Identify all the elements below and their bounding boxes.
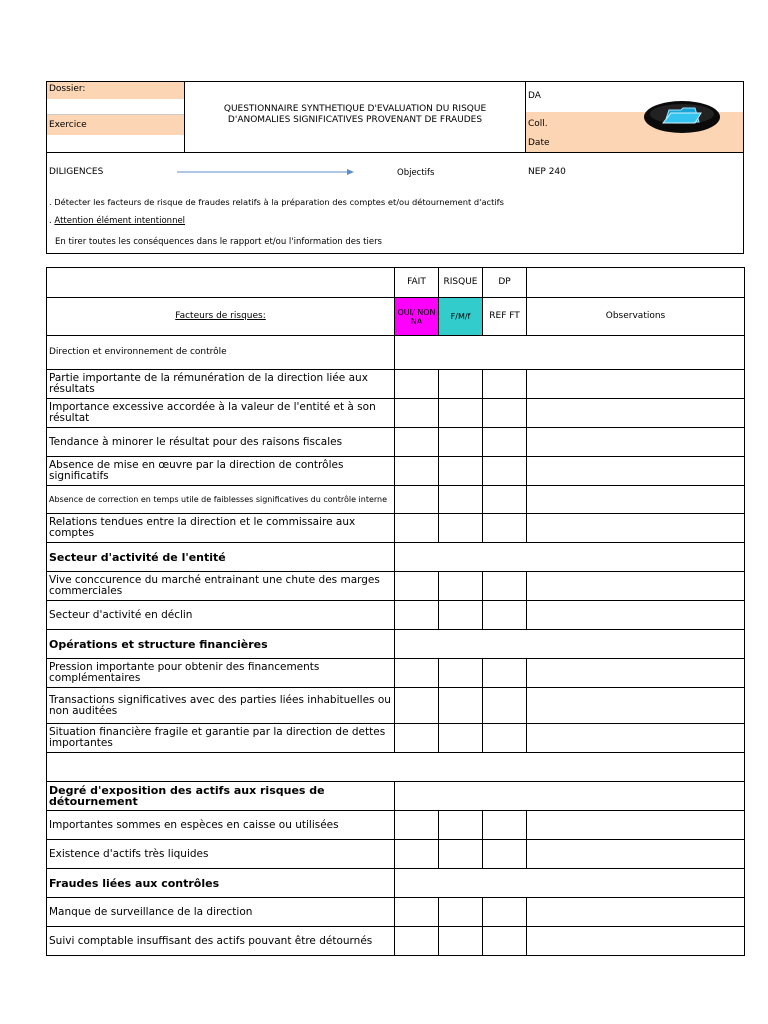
fait-cell[interactable] (395, 370, 439, 399)
observations-cell[interactable] (527, 428, 745, 457)
observations-cell[interactable] (527, 898, 745, 927)
risque-cell[interactable] (439, 688, 483, 724)
oui-non-cell: OUI/ NON NA (395, 298, 439, 336)
observations-header: Observations (527, 298, 745, 336)
risk-factor-label: Existence d'actifs très liquides (47, 840, 395, 869)
header-obs-blank (527, 268, 745, 298)
risque-cell[interactable] (439, 840, 483, 869)
risk-factor-label: Tendance à minorer le résultat pour des raisons fiscales (47, 428, 395, 457)
table-row (47, 840, 745, 869)
risque-cell[interactable] (439, 927, 483, 956)
risk-factor-label: Importance excessive accordée à la valeur de l'entité et à son résultat (47, 399, 395, 428)
dossier-label: Dossier: (47, 82, 184, 99)
table-row (47, 514, 745, 543)
factors-label-text: Facteurs de risques: (175, 311, 266, 321)
table-row (47, 457, 745, 486)
da-label: DA (528, 91, 541, 101)
risk-factor-label: Absence de mise en œuvre par la direction de contrôles significatifs (47, 457, 395, 486)
risk-factor-label: Direction et environnement de contrôle (47, 336, 395, 370)
table-row (47, 630, 745, 659)
nep-label: NEP 240 (528, 167, 566, 177)
observations-cell[interactable] (527, 601, 745, 630)
dp-cell[interactable] (483, 688, 527, 724)
risk-factor-label: Secteur d'activité de l'entité (47, 543, 395, 572)
table-row (47, 688, 745, 724)
dp-cell[interactable] (483, 724, 527, 753)
dp-cell[interactable] (483, 514, 527, 543)
risk-factor-label: Suivi comptable insuffisant des actifs pouvant être détournés (47, 927, 395, 956)
observations-cell[interactable] (527, 840, 745, 869)
dossier-value[interactable] (47, 99, 184, 115)
dp-cell[interactable] (483, 927, 527, 956)
fait-cell[interactable] (395, 724, 439, 753)
risk-factor-label: Opérations et structure financières (47, 630, 395, 659)
table-row (47, 782, 745, 811)
table-subheader-row (47, 298, 745, 336)
fait-cell[interactable] (395, 840, 439, 869)
observations-cell[interactable] (527, 659, 745, 688)
observations-cell[interactable] (527, 572, 745, 601)
table-row (47, 811, 745, 840)
objective-line-1: . Détecter les facteurs de risque de fraudes relatifs à la préparation des comptes et/ou détournement d'actifs (49, 197, 504, 207)
observations-cell[interactable] (527, 927, 745, 956)
risque-cell[interactable] (439, 601, 483, 630)
risque-cell[interactable] (439, 659, 483, 688)
observations-cell[interactable] (527, 399, 745, 428)
risque-cell[interactable] (439, 724, 483, 753)
header-block (46, 81, 744, 254)
dp-cell[interactable] (483, 428, 527, 457)
table-row (47, 724, 745, 753)
section-span-cell (395, 869, 745, 898)
fait-cell[interactable] (395, 811, 439, 840)
observations-cell[interactable] (527, 514, 745, 543)
fmf-cell: F/M/f (439, 298, 483, 336)
risque-cell[interactable] (439, 486, 483, 514)
fait-cell[interactable] (395, 572, 439, 601)
fait-cell[interactable] (395, 457, 439, 486)
fait-cell[interactable] (395, 428, 439, 457)
dp-cell[interactable] (483, 601, 527, 630)
risk-factor-label: Pression importante pour obtenir des financements complémentaires (47, 659, 395, 688)
title-line-1: QUESTIONNAIRE SYNTHETIQUE D'EVALUATION DU RISQUE (223, 104, 487, 114)
table-row (47, 601, 745, 630)
title-line-2: D'ANOMALIES SIGNIFICATIVES PROVENANT DE FRAUDES (227, 115, 483, 125)
table-body (47, 336, 745, 956)
dp-cell[interactable] (483, 457, 527, 486)
fait-cell[interactable] (395, 486, 439, 514)
risk-factor-label: Degré d'exposition des actifs aux risques de détournement (47, 782, 395, 811)
objective-line-2 (49, 216, 185, 226)
table-row (47, 486, 745, 514)
divider (184, 82, 185, 152)
fait-cell[interactable] (395, 688, 439, 724)
header-blank-cell (47, 268, 395, 298)
risk-factor-label: Partie importante de la rémunération de la direction liée aux résultats (47, 370, 395, 399)
fait-cell[interactable] (395, 659, 439, 688)
folder-logo-icon (643, 100, 721, 134)
col-fait: FAIT (395, 268, 439, 298)
table-row (47, 336, 745, 370)
section-span-cell (395, 336, 745, 370)
risque-cell[interactable] (439, 572, 483, 601)
observations-cell[interactable] (527, 688, 745, 724)
objectifs-label: Objectifs (397, 168, 435, 178)
dp-cell[interactable] (483, 399, 527, 428)
objective-line-2-prefix: . (49, 216, 55, 226)
table-row (47, 753, 745, 782)
coll-label: Coll. (528, 119, 548, 129)
fait-cell[interactable] (395, 399, 439, 428)
col-dp: DP (483, 268, 527, 298)
risk-factor-label: Importantes sommes en espèces en caisse ou utilisées (47, 811, 395, 840)
risk-factor-label: Transactions significatives avec des parties liées inhabituelles ou non auditées (47, 688, 395, 724)
table-row (47, 428, 745, 457)
table-row (47, 869, 745, 898)
section-span-cell (395, 630, 745, 659)
ref-ft-cell: REF FT (483, 298, 527, 336)
risk-factor-label: Situation financière fragile et garantie par la direction de dettes importantes (47, 724, 395, 753)
col-risque: RISQUE (439, 268, 483, 298)
risque-cell[interactable] (439, 898, 483, 927)
dp-cell[interactable] (483, 370, 527, 399)
risk-factor-label: Fraudes liées aux contrôles (47, 869, 395, 898)
fait-cell[interactable] (395, 898, 439, 927)
risk-factor-label: Manque de surveillance de la direction (47, 898, 395, 927)
table-row (47, 659, 745, 688)
risk-factor-label: Relations tendues entre la direction et le commissaire aux comptes (47, 514, 395, 543)
dp-cell[interactable] (483, 486, 527, 514)
objective-line-3: En tirer toutes les conséquences dans le rapport et/ou l'information des tiers (55, 237, 382, 247)
diligences-label: DILIGENCES (49, 167, 104, 177)
risque-cell[interactable] (439, 370, 483, 399)
fait-cell[interactable] (395, 601, 439, 630)
section-span-cell (395, 543, 745, 572)
risque-cell[interactable] (439, 514, 483, 543)
divider (47, 152, 743, 153)
risque-cell[interactable] (439, 399, 483, 428)
table-row (47, 370, 745, 399)
risk-factor-label: Absence de correction en temps utile de faiblesses significatives du contrôle interne (47, 486, 395, 514)
observations-cell[interactable] (527, 370, 745, 399)
risque-cell[interactable] (439, 457, 483, 486)
dp-cell[interactable] (483, 659, 527, 688)
observations-cell[interactable] (527, 486, 745, 514)
observations-cell[interactable] (527, 724, 745, 753)
risk-factor-label: Secteur d'activité en déclin (47, 601, 395, 630)
section-span-cell (395, 782, 745, 811)
dp-cell[interactable] (483, 572, 527, 601)
table-row (47, 399, 745, 428)
table-row (47, 927, 745, 956)
risk-factor-label: Vive conccurence du marché entrainant une chute des marges commerciales (47, 572, 395, 601)
dp-cell[interactable] (483, 840, 527, 869)
table-header-row (47, 268, 745, 298)
fait-cell[interactable] (395, 514, 439, 543)
page-title (187, 104, 523, 126)
risque-cell[interactable] (439, 811, 483, 840)
risk-factor-label (47, 753, 745, 782)
arrow-right-icon (177, 167, 357, 177)
exercice-label: Exercice (47, 115, 184, 135)
factors-label (47, 298, 395, 336)
table-row (47, 898, 745, 927)
observations-cell[interactable] (527, 811, 745, 840)
observations-cell[interactable] (527, 457, 745, 486)
risque-cell[interactable] (439, 428, 483, 457)
risk-table (46, 267, 745, 956)
dp-cell[interactable] (483, 898, 527, 927)
table-row (47, 543, 745, 572)
date-label: Date (528, 138, 550, 148)
fait-cell[interactable] (395, 927, 439, 956)
dp-cell[interactable] (483, 811, 527, 840)
table-row (47, 572, 745, 601)
attention-text: Attention élément intentionnel (54, 216, 186, 226)
